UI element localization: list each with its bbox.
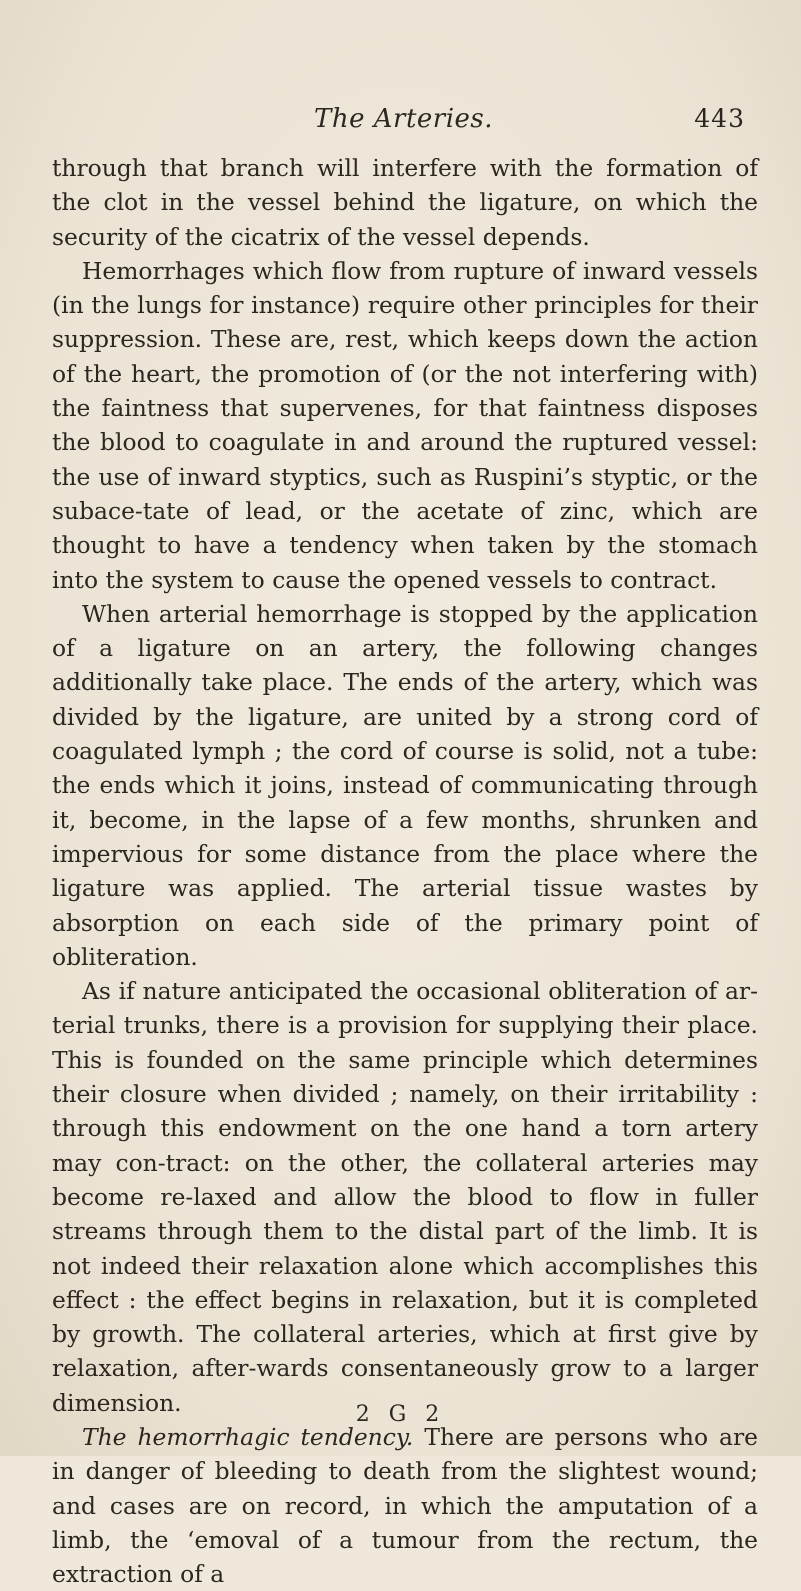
page-header: [0, 104, 801, 144]
paragraph: [52, 597, 758, 974]
paragraph: [52, 151, 758, 254]
paragraph-text: through that branch will interfere with the formation of the clot in the vessel behind the ligature, on which the security of the cicatrix of the vessel depends.: [52, 154, 758, 251]
page-number: 443: [694, 104, 745, 133]
paragraph-lead-heading: The hemorrhagic tendency.: [82, 1422, 414, 1451]
running-title: The Arteries.: [314, 104, 494, 134]
paragraph-text: When arterial hemorrhage is stopped by the application of a ligature on an artery, the following changes additionally take place. The ends of the artery, which was divided by the ligature, are united by a strong cord of coagulated lymph ; the cord of course is solid, not a tube: the ends which it joins, instead of communicating through it, become, in the lapse of a few months, shrunken and impervious for some distance from the place where the ligature was applied. The arterial tissue wastes by absorption on each side of the primary point of obliteration.: [52, 599, 758, 971]
paragraph-text: Hemorrhages which flow from rupture of inward vessels (in the lungs for instance) require other principles for their suppression. These are, rest, which keeps down the action of the heart, the promotion of (or the not interfering with) the faintness that supervenes, for that faintness disposes the blood to coagulate in and around the ruptured vessel: the use of inward styptics, such as Ruspini’s styptic, or the subace-tate of lead, or the acetate of zinc, which are thought to have a tendency when taken by the stomach into the system to cause the opened vessels to contract.: [52, 256, 758, 594]
body-text: [52, 151, 758, 1591]
paragraph: [52, 974, 758, 1420]
paragraph: [52, 254, 758, 597]
paragraph-text: As if nature anticipated the occasional obliteration of ar-terial trunks, there is a provision for supplying their place. This is founded on the same principle which determines their closure when divided ; namely, on their irritability : through this endowment on the one hand a torn artery may con-tract: on the other, the collateral arteries may become re-laxed and allow the blood to flow in fuller streams through them to the distal part of the limb. It is not indeed their relaxation alone which accomplishes this effect : the effect begins in relaxation, but it is completed by growth. The collateral arteries, which at first give by relaxation, after-wards consentaneously grow to a larger dimension.: [52, 977, 758, 1417]
paragraph: [52, 1420, 758, 1591]
signature-mark: 2 G 2: [355, 1402, 446, 1427]
paragraph-text: There are persons who are in danger of bleeding to death from the slightest wound; and cases are on record, in which the amputation of a limb, the ‘emoval of a tumour from the rectum, the extraction of a: [52, 1422, 758, 1589]
